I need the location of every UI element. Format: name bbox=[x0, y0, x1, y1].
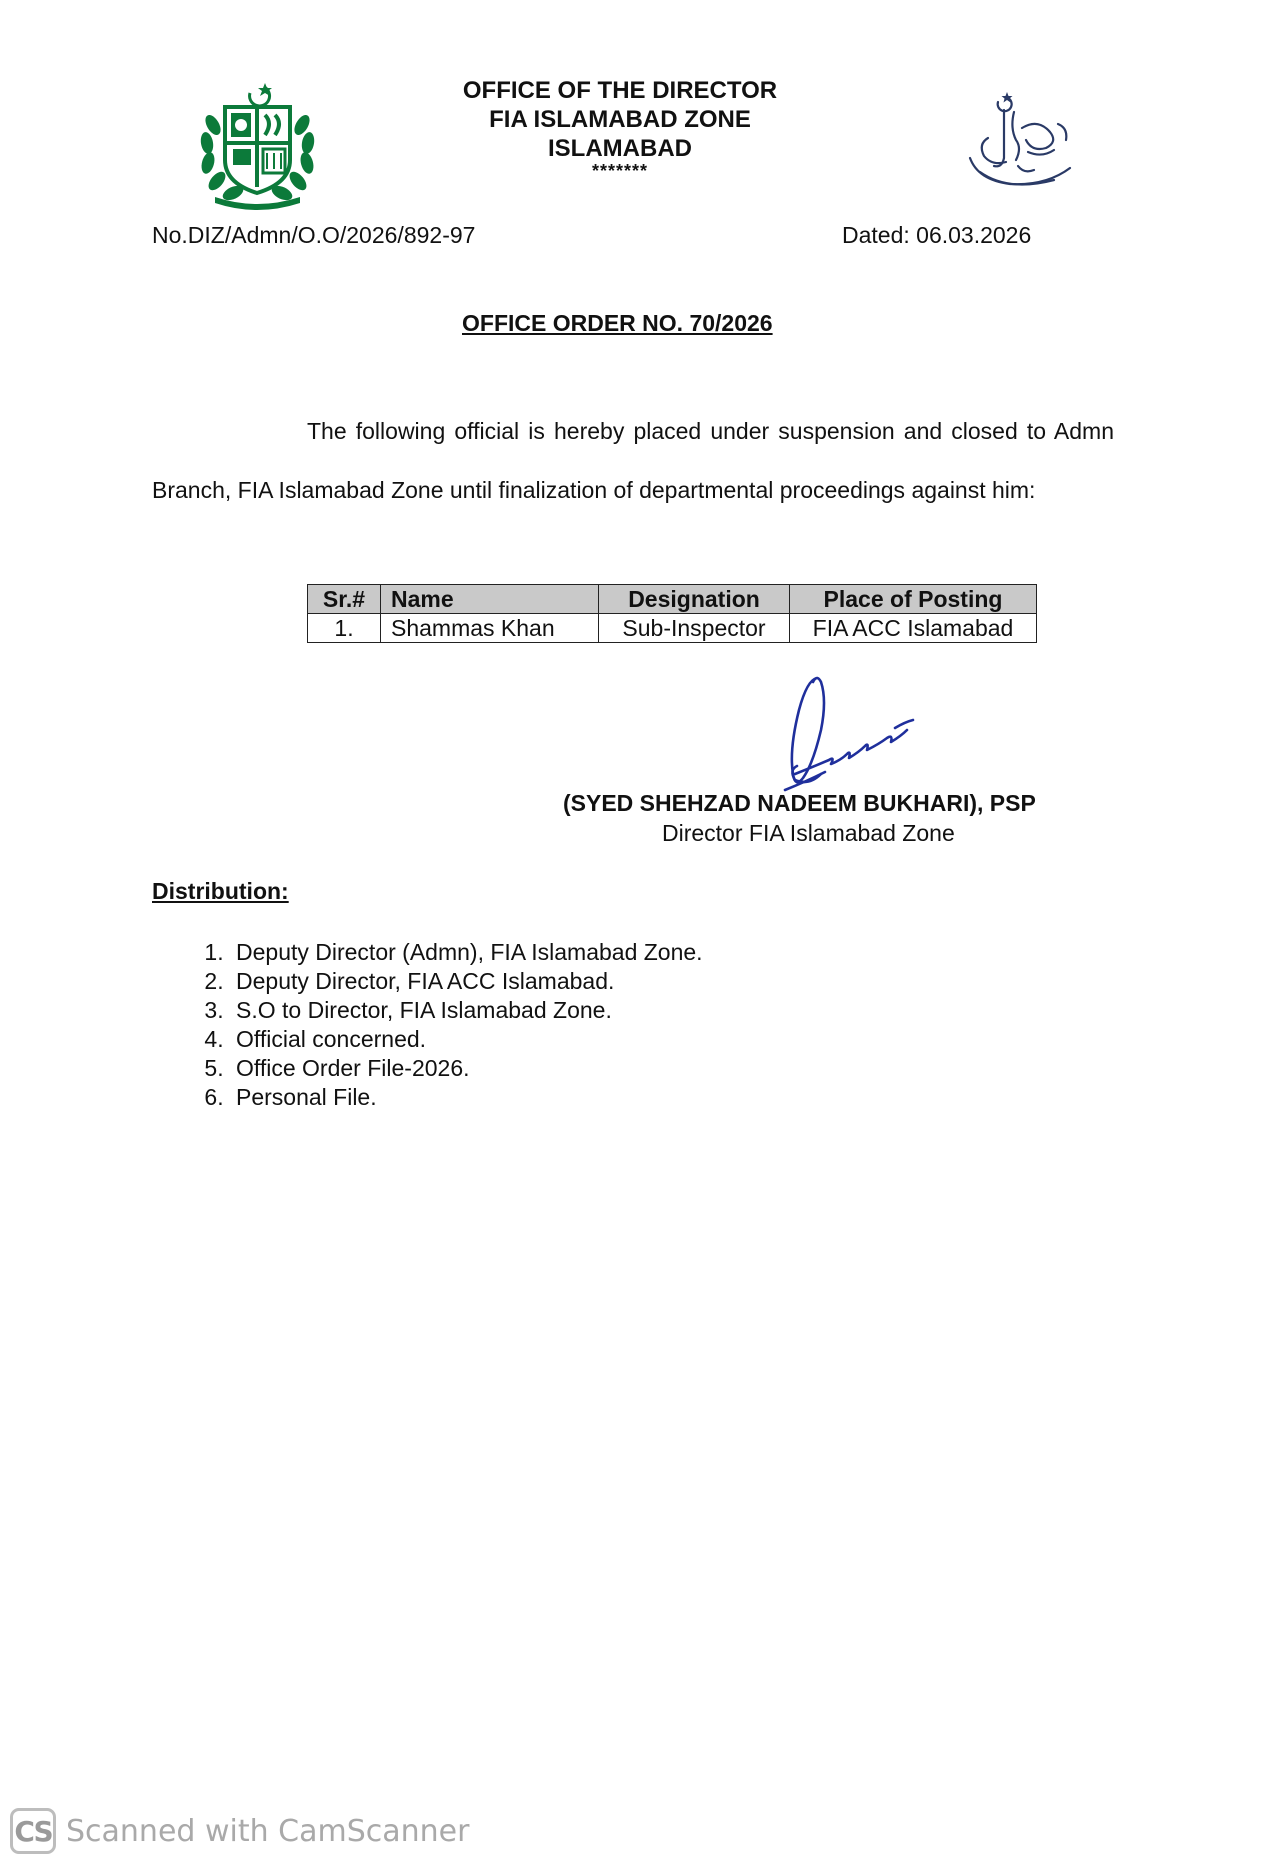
watermark-text: Scanned with CamScanner bbox=[66, 1813, 470, 1849]
table-cell: Sub-Inspector bbox=[599, 614, 790, 643]
header-line-1: OFFICE OF THE DIRECTOR bbox=[462, 77, 778, 104]
list-item: 2. Deputy Director, FIA ACC Islamabad. bbox=[230, 967, 703, 996]
signatory-name: (SYED SHEHZAD NADEEM BUKHARI), PSP bbox=[563, 790, 1036, 816]
list-item: 5. Office Order File-2026. bbox=[230, 1054, 703, 1083]
column-header: Name bbox=[381, 585, 599, 614]
list-item: 3. S.O to Director, FIA Islamabad Zone. bbox=[230, 996, 703, 1025]
camscanner-logo-icon: CS bbox=[10, 1808, 56, 1854]
table-header-row bbox=[308, 585, 1037, 614]
list-item: 4. Official concerned. bbox=[230, 1025, 703, 1054]
table-row bbox=[308, 614, 1037, 643]
order-date: Dated: 06.03.2026 bbox=[842, 222, 1032, 248]
table-cell: FIA ACC Islamabad bbox=[790, 614, 1037, 643]
office-header bbox=[380, 76, 860, 179]
state-emblem-icon bbox=[195, 75, 320, 210]
official-table bbox=[307, 584, 1037, 643]
header-line-2: FIA ISLAMABAD ZONE bbox=[489, 106, 751, 133]
list-item: 1. Deputy Director (Admn), FIA Islamabad Zone. bbox=[230, 938, 703, 967]
fia-logo-icon bbox=[958, 88, 1080, 198]
camscanner-watermark bbox=[10, 1808, 469, 1854]
list-item: 6. Personal File. bbox=[230, 1083, 703, 1112]
distribution-list bbox=[152, 938, 703, 1112]
body-text: The following official is hereby placed under suspension and closed to Admn Branch, FIA Islamabad Zone until finalization of departmental proceedings against him: bbox=[152, 418, 1114, 503]
signatory-title: Director FIA Islamabad Zone bbox=[662, 820, 955, 846]
column-header: Sr.# bbox=[308, 585, 381, 614]
reference-number: No.DIZ/Admn/O.O/2026/892-97 bbox=[152, 222, 476, 248]
distribution-title: Distribution: bbox=[152, 878, 289, 904]
order-title: OFFICE ORDER NO. 70/2026 bbox=[462, 310, 773, 336]
body-paragraph bbox=[152, 402, 1114, 520]
column-header: Designation bbox=[599, 585, 790, 614]
header-stars: ******* bbox=[591, 161, 649, 181]
table-cell: Shammas Khan bbox=[381, 614, 599, 643]
column-header: Place of Posting bbox=[790, 585, 1037, 614]
table-cell: 1. bbox=[308, 614, 381, 643]
handwritten-signature bbox=[755, 670, 935, 800]
header-line-3: ISLAMABAD bbox=[548, 135, 692, 162]
